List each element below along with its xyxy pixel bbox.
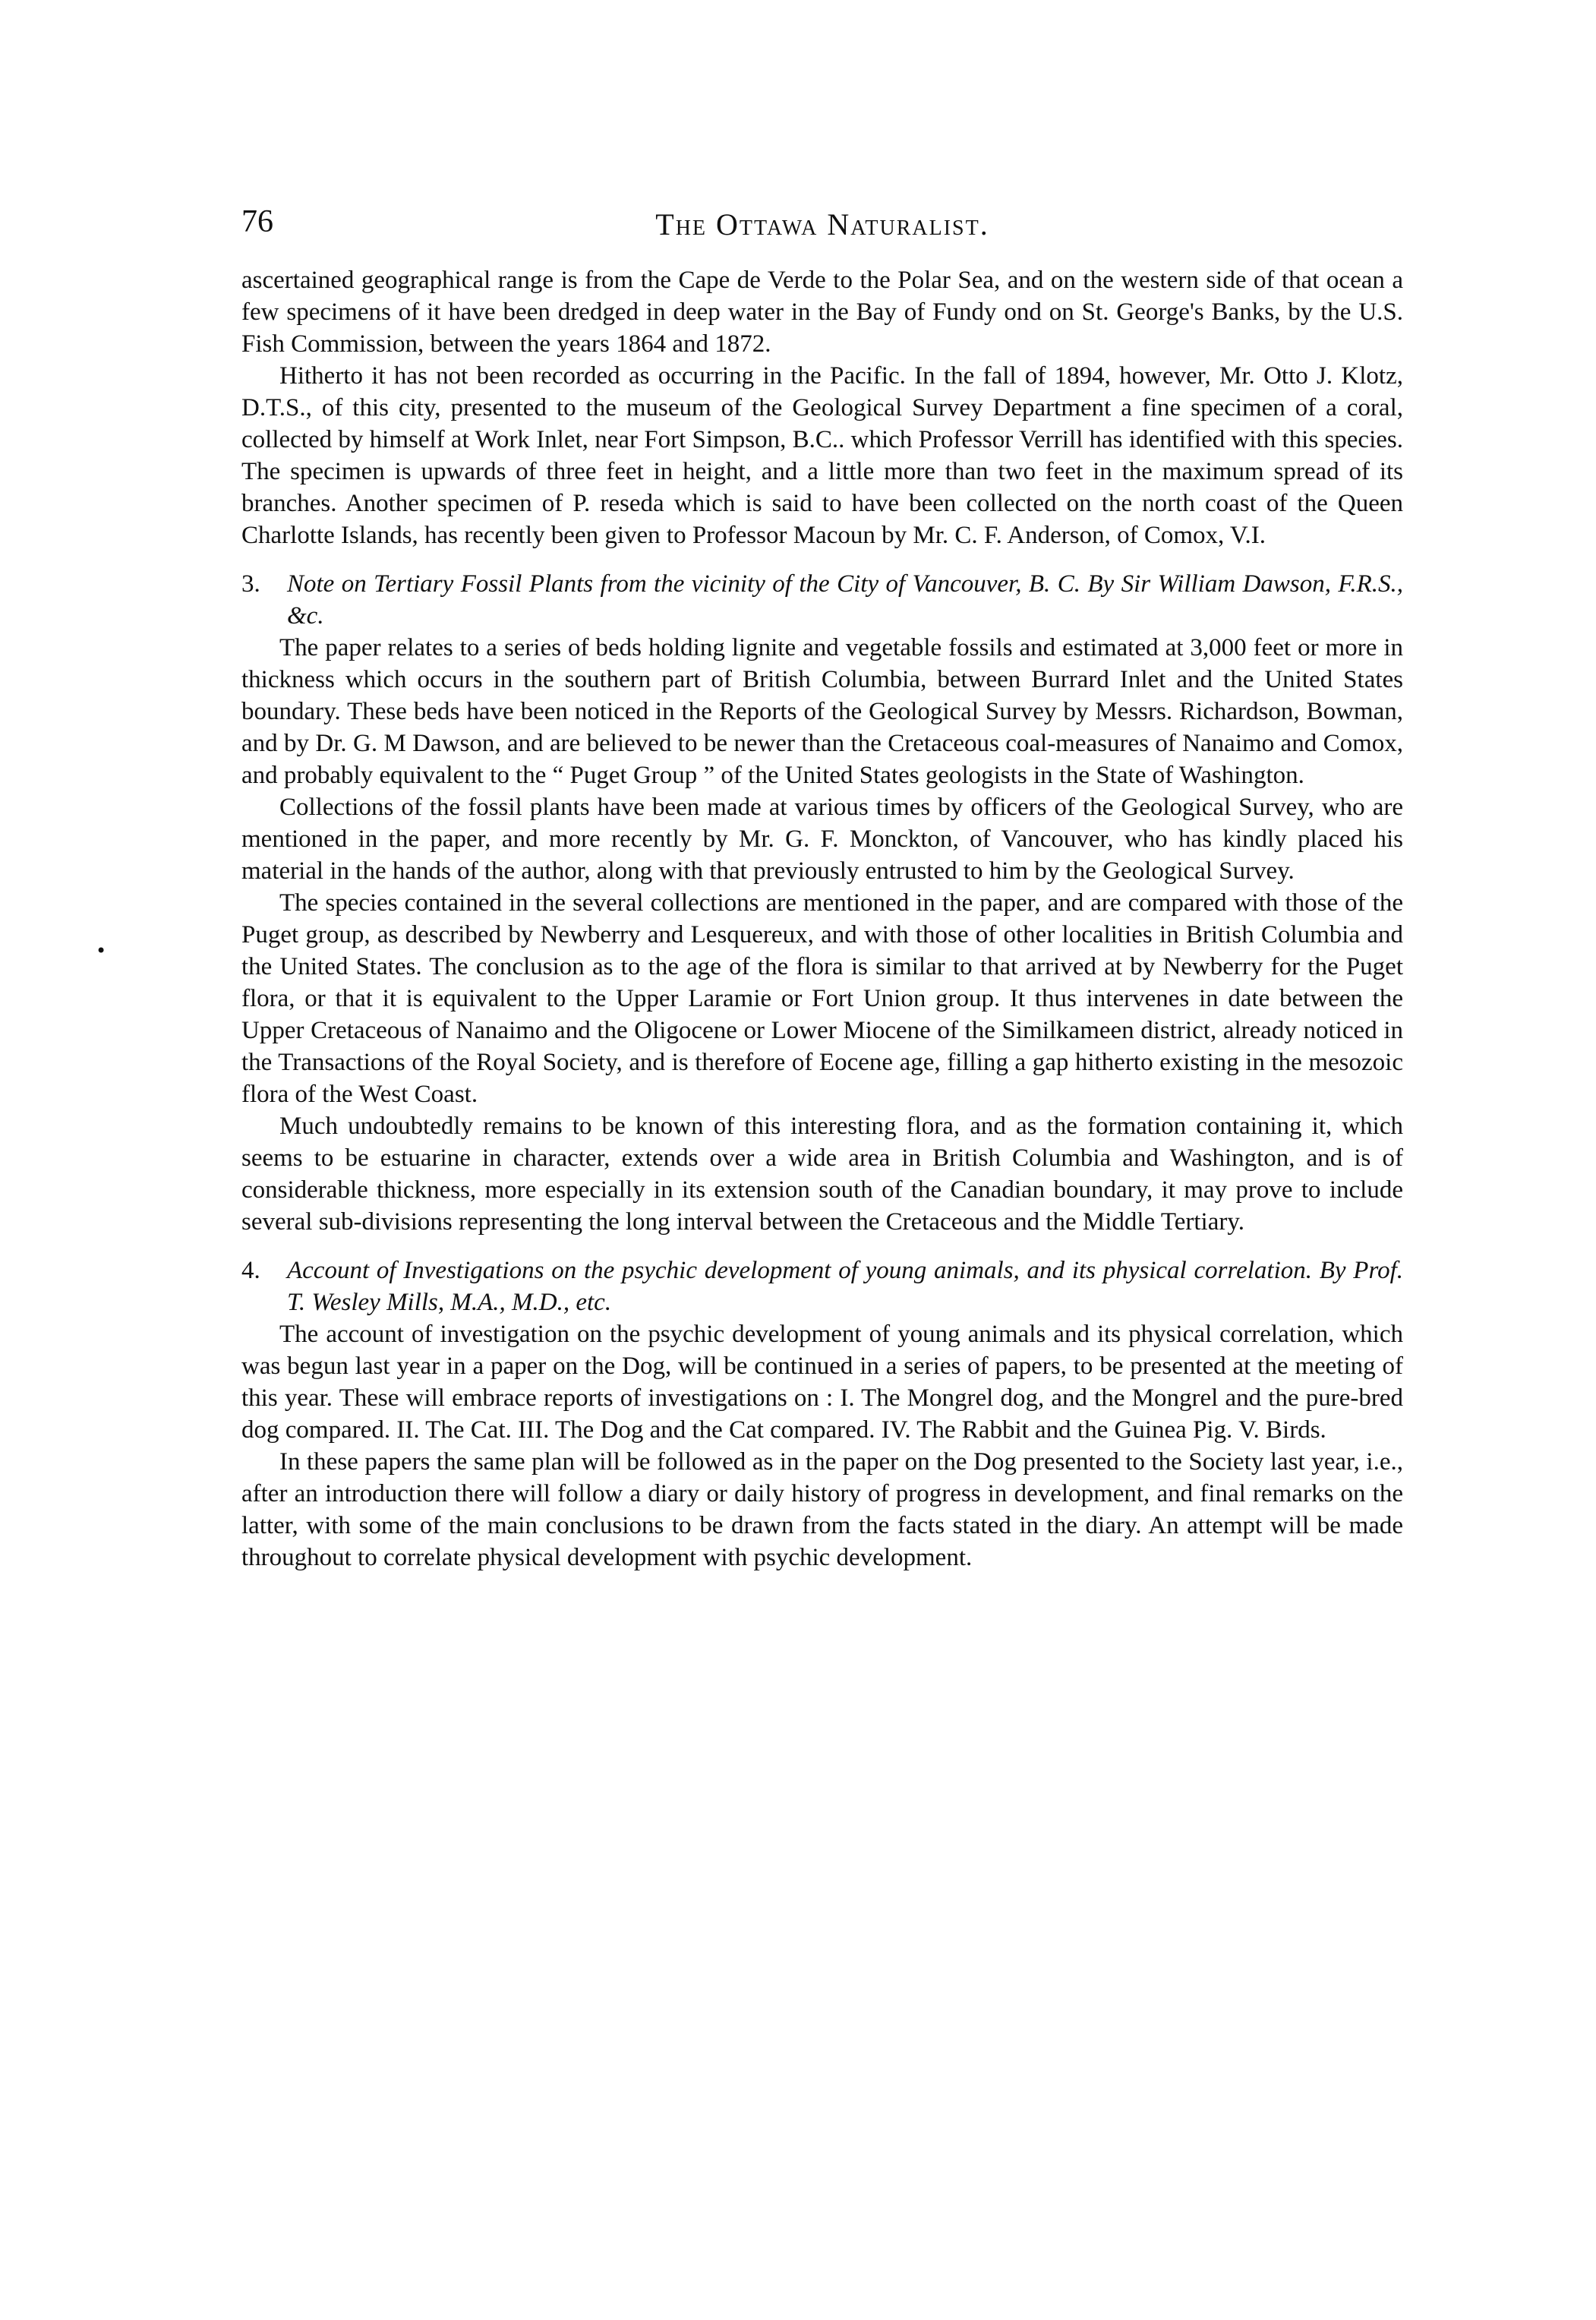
section-heading bbox=[241, 1255, 1403, 1318]
running-head: The Ottawa Naturalist. bbox=[655, 207, 989, 241]
paragraph: The account of investigation on the psychic development of young animals and its physical correlation, which was begun last year in a paper on the Dog, will be continued in a series of papers, to be presented at the meeting of this year. These will embrace reports of investigations on : I. The Mongrel dog, and the Mongrel and the pure-bred dog compared. II. The Cat. III. The Dog and the Cat compared. IV. The Rabbit and the Guinea Pig. V. Birds. bbox=[241, 1321, 1403, 1444]
paragraph: ascertained geographical range is from the Cape de Verde to the Polar Sea, and on the western side of that ocean a few specimens of it have been dredged in deep water in the Bay of Fundy ond on St. George's Banks, by the U.S. Fish Commission, between the years 1864 and 1872. bbox=[241, 267, 1403, 358]
page-body bbox=[241, 264, 1403, 1573]
paragraph: Collections of the fossil plants have been made at various times by officers of the Geological Survey, who are mentioned in the paper, and more recently by Mr. G. F. Monckton, of Vancouver, who has kindly placed his material in the hands of the author, along with that previously entrusted to him by the Geological Survey. bbox=[241, 794, 1403, 885]
section-title: Account of Investigations on the psychic development of young animals, and its physical correlation. By Prof. T. Wesley Mills, M.A., M.D., etc. bbox=[287, 1257, 1403, 1316]
paragraph: Much undoubtedly remains to be known of this interesting flora, and as the formation containing it, which seems to be estuarine in character, extends over a wide area in British Columbia and Washington, and is of considerable thickness, more especially in its extension south of the Canadian boundary, it may prove to include several sub-divisions representing the long interval between the Cretaceous and the Middle Tertiary. bbox=[241, 1113, 1403, 1236]
section-number: 4. bbox=[241, 1257, 260, 1284]
section-title: Note on Tertiary Fossil Plants from the vicinity of the City of Vancouver, B. C. By Sir William Dawson, F.R.S., &c. bbox=[287, 570, 1403, 630]
section-heading bbox=[241, 568, 1403, 632]
margin-dot: • bbox=[96, 940, 107, 961]
page-number: 76 bbox=[241, 204, 273, 239]
paragraph: Hitherto it has not been recorded as occurring in the Pacific. In the fall of 1894, however, Mr. Otto J. Klotz, D.T.S., of this city, presented to the museum of the Geological Survey Department a fine specimen of a coral, collected by himself at Work Inlet, near Fort Simpson, B.C.. which Professor Verrill has identified with this species. The specimen is upwards of three feet in height, and a little more than two feet in the maximum spread of its branches. Another specimen of P. reseda which is said to have been collected on the north coast of the Queen Charlotte Islands, has recently been given to Professor Macoun by Mr. C. F. Anderson, of Comox, V.I. bbox=[241, 362, 1403, 549]
paragraph: The paper relates to a series of beds holding lignite and vegetable fossils and estimated at 3,000 feet or more in thickness which occurs in the southern part of British Columbia, between Burrard Inlet and the United States boundary. These beds have been noticed in the Reports of the Geological Survey by Messrs. Richardson, Bowman, and by Dr. G. M Dawson, and are believed to be newer than the Cretaceous coal-measures of Nanaimo and Comox, and probably equivalent to the “ Puget Group ” of the United States geologists in the State of Washington. bbox=[241, 634, 1403, 789]
paragraph: In these papers the same plan will be followed as in the paper on the Dog presented to the Society last year, i.e., after an introduction there will follow a diary or daily history of progress in development, and final remarks on the latter, with some of the main conclusions to be drawn from the facts stated in the diary. An attempt will be made throughout to correlate physical development with psychic development. bbox=[241, 1448, 1403, 1571]
page-header bbox=[241, 204, 1403, 249]
section-number: 3. bbox=[241, 570, 260, 598]
paragraph: The species contained in the several collections are mentioned in the paper, and are compared with those of the Puget group, as described by Newberry and Lesquereux, and with those of other localities in British Columbia and the United States. The conclusion as to the age of the flora is similar to that arrived at by Newberry for the Puget flora, or that it is equivalent to the Upper Laramie or Fort Union group. It thus intervenes in date between the Upper Cretaceous of Nanaimo and the Oligocene or Lower Miocene of the Similkameen district, already noticed in the Transactions of the Royal Society, and is therefore of Eocene age, filling a gap hitherto existing in the mesozoic flora of the West Coast. bbox=[241, 889, 1403, 1108]
